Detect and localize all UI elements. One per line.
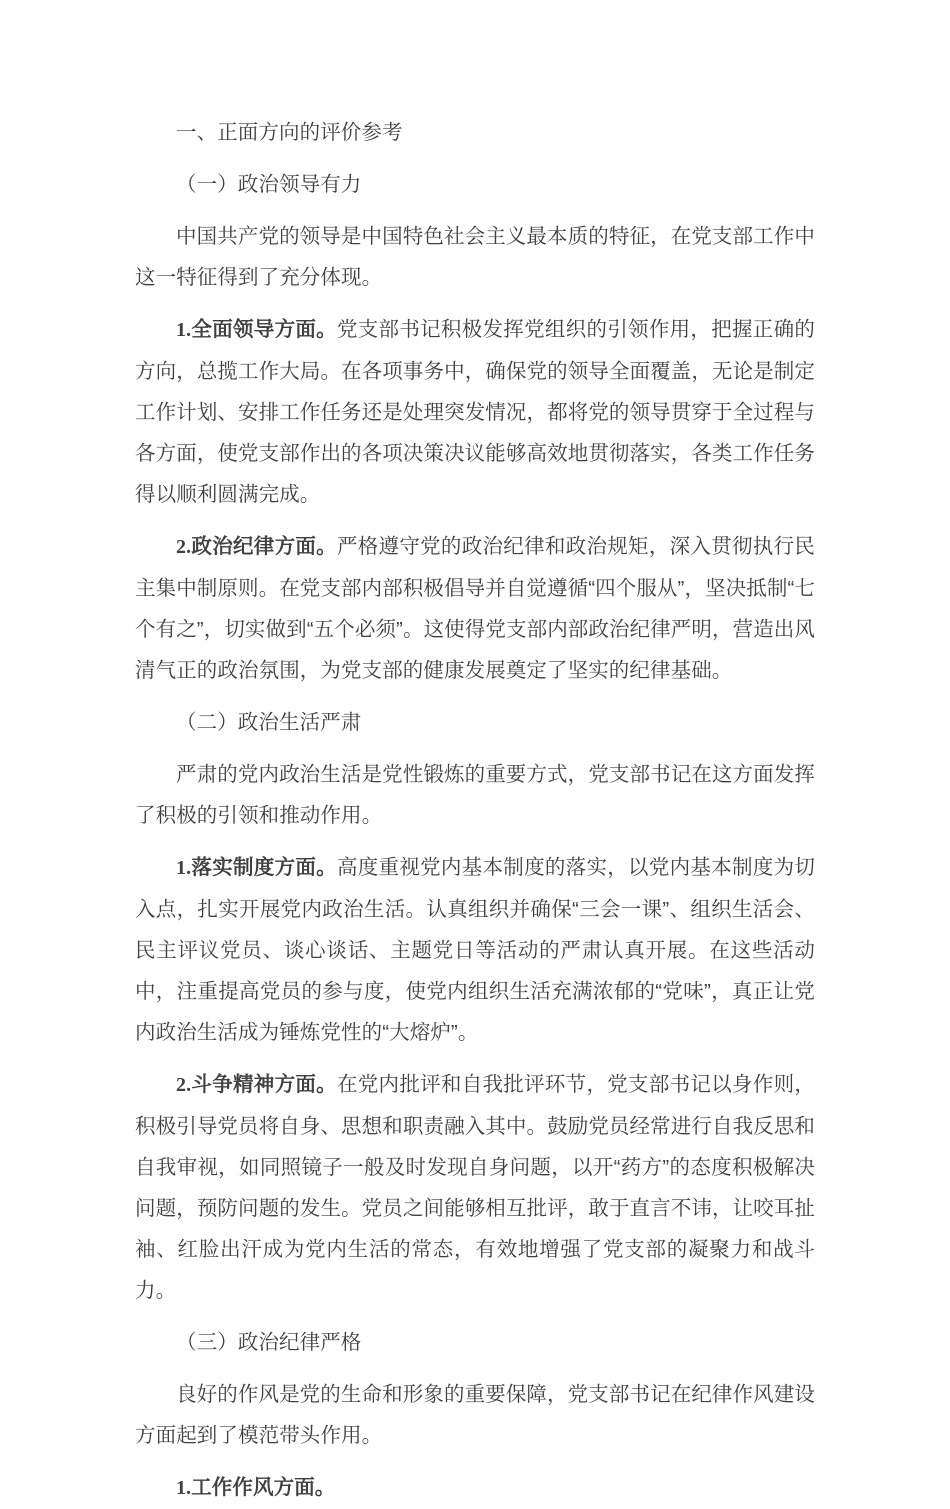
numbered-paragraph-1-2-number: 2. bbox=[176, 536, 192, 558]
numbered-paragraph-2-2-text: 在党内批评和自我批评环节，党支部书记以身作则，积极引导党员将自身、思想和职责融入其中。鼓励党员经常进行自我反思和自我审视，如同照镜子一般及时发现自身问题，以开“药方”的态度积极解决问题，预防问题的发生。党员之间能够相互批评，敢于直言不讳，让咬耳扯袖、红脸出汗成为党内生活的常态，有效地增强了党支部的凝聚力和战斗力。 bbox=[135, 1073, 815, 1302]
numbered-paragraph-3-1 bbox=[135, 1467, 815, 1509]
numbered-paragraph-2-1-text: 高度重视党内基本制度的落实，以党内基本制度为切入点，扎实开展党内政治生活。认真组织并确保“三会一课”、组织生活会、民主评议党员、谈心谈话、主题党日等活动的严肃认真开展。在这些活动中，注重提高党员的参与度，使党内组织生活充满浓郁的“党味”，真正让党内政治生活成为锤炼党性的“大熔炉”。 bbox=[135, 856, 815, 1044]
numbered-paragraph-2-2 bbox=[135, 1064, 815, 1311]
paragraph-3: 良好的作风是党的生命和形象的重要保障，党支部书记在纪律作风建设方面起到了模范带头作用。 bbox=[135, 1383, 815, 1447]
numbered-paragraph-3-1-number: 1. bbox=[176, 1477, 192, 1499]
numbered-paragraph-1-1-number: 1. bbox=[176, 319, 192, 341]
numbered-paragraph-2-1 bbox=[135, 847, 815, 1053]
numbered-paragraph-3-1-lead: 工作作风方面。 bbox=[191, 1476, 336, 1499]
numbered-paragraph-2-2-lead: 斗争精神方面。 bbox=[191, 1073, 337, 1096]
numbered-paragraph-2-1-lead: 落实制度方面。 bbox=[191, 856, 337, 879]
document-body bbox=[135, 112, 815, 1509]
numbered-paragraph-2-2-number: 2. bbox=[176, 1074, 192, 1096]
paragraph-2: 严肃的党内政治生活是党性锻炼的重要方式，党支部书记在这方面发挥了积极的引领和推动作用。 bbox=[135, 763, 815, 827]
paragraph-1: 中国共产党的领导是中国特色社会主义最本质的特征，在党支部工作中这一特征得到了充分体现。 bbox=[135, 225, 815, 289]
section-heading-1: 一、正面方向的评价参考 bbox=[176, 121, 403, 144]
numbered-paragraph-1-1-text: 党支部书记积极发挥党组织的引领作用，把握正确的方向，总揽工作大局。在各项事务中，确保党的领导全面覆盖，无论是制定工作计划、安排工作任务还是处理突发情况，都将党的领导贯穿于全过程与各方面，使党支部作出的各项决策决议能够高效地贯彻落实，各类工作任务得以顺利圆满完成。 bbox=[135, 318, 815, 506]
numbered-paragraph-2-1-number: 1. bbox=[176, 857, 192, 879]
subsection-heading-3: （三）政治纪律严格 bbox=[176, 1331, 362, 1354]
numbered-paragraph-1-2 bbox=[135, 526, 815, 691]
subsection-heading-1: （一）政治领导有力 bbox=[176, 173, 362, 196]
numbered-paragraph-1-1 bbox=[135, 309, 815, 515]
subsection-heading-2: （二）政治生活严肃 bbox=[176, 711, 362, 734]
numbered-paragraph-1-2-lead: 政治纪律方面。 bbox=[191, 535, 337, 558]
numbered-paragraph-1-1-lead: 全面领导方面。 bbox=[191, 318, 337, 341]
numbered-paragraph-1-2-text: 严格遵守党的政治纪律和政治规矩，深入贯彻执行民主集中制原则。在党支部内部积极倡导并自觉遵循“四个服从”，坚决抵制“七个有之”，切实做到“五个必须”。这使得党支部内部政治纪律严明，营造出风清气正的政治氛围，为党支部的健康发展奠定了坚实的纪律基础。 bbox=[135, 535, 815, 682]
